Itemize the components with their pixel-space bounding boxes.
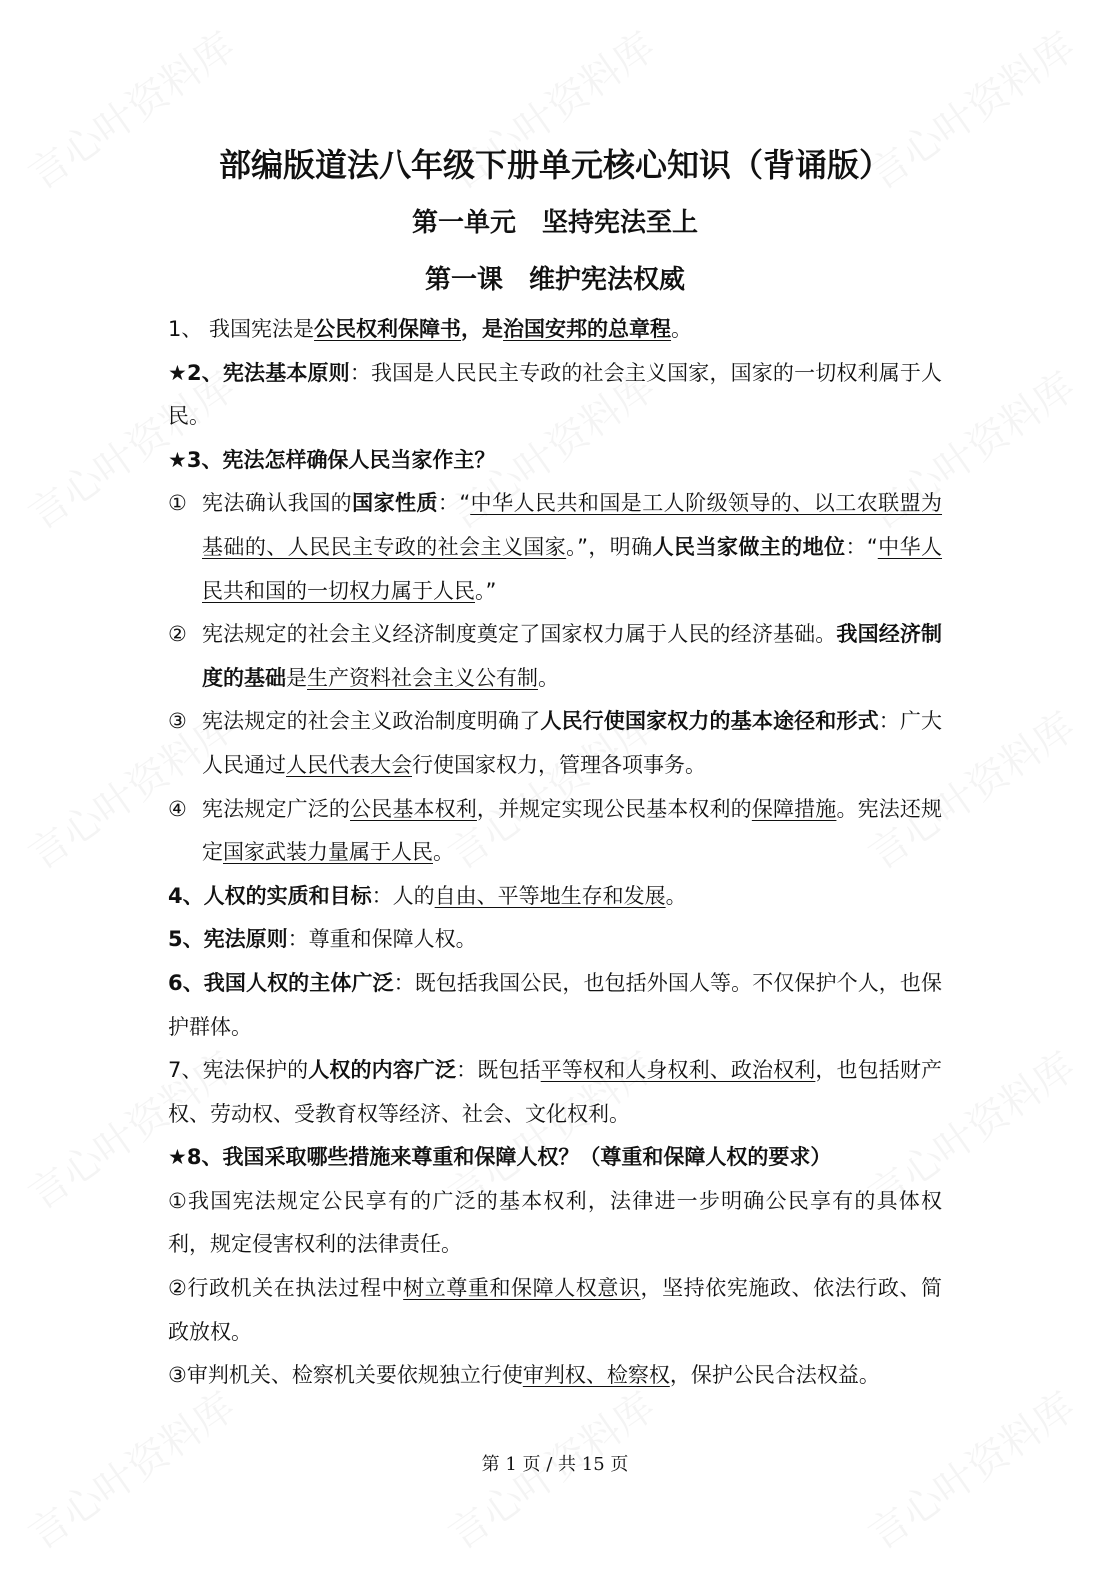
bold-text: ★8、我国采取哪些措施来尊重和保障人权？（尊重和保障人权的要求） [168, 1145, 832, 1170]
document-body [168, 308, 942, 1398]
text-run: ：广大人民通过 [202, 709, 943, 777]
text-run: ①我国宪法规定公民享有的广泛的基本权利，法律进一步明确公民享有的具体权利，规定侵害权利的法律责任。 [168, 1188, 942, 1257]
footer-middle: 页 / 共 [522, 1454, 577, 1475]
text-run: ：我国是人民民主专政的社会主义国家，国家的一切权利属于人民。 [168, 360, 942, 429]
text-run: ，也包括财产权、劳动权、受教育权等经济、社会、文化权利。 [168, 1058, 943, 1126]
text-run: ，保护公民合法权益。 [669, 1363, 880, 1388]
item-number: ④ [168, 796, 187, 821]
key-phrase: 公民基本权利 [350, 796, 477, 821]
item-number: ② [168, 622, 187, 647]
bold-text: ★3、宪法怎样确保人民当家作主？ [168, 447, 496, 472]
paragraph [168, 962, 942, 1049]
current-page: 1 [505, 1454, 517, 1475]
bold-text: 国家性质 [352, 491, 438, 516]
paragraph [168, 875, 942, 919]
text-run: 宪法规定广泛的 [202, 796, 351, 821]
text-run: 7、宪法保护的 [168, 1058, 309, 1083]
footer-suffix: 页 [610, 1454, 629, 1475]
paragraph [168, 1049, 942, 1136]
key-phrase: 保障措施 [751, 796, 837, 821]
text-run: ，并规定实现公民基本权利的 [476, 796, 752, 821]
text-run: 1、 我国宪法是 [168, 317, 315, 341]
key-phrase: 治国安邦的总章程 [503, 317, 672, 341]
bold-text: 5、宪法原则 [168, 927, 288, 952]
document-title: 部编版道法八年级下册单元核心知识（背诵版） [218, 146, 891, 184]
item-number: ① [168, 491, 187, 516]
paragraph [168, 439, 942, 483]
page-footer [0, 1450, 1110, 1476]
paragraph [168, 352, 942, 439]
text-run: 。 [665, 883, 687, 908]
bold-text: ，是 [461, 317, 504, 341]
bold-text: 人民当家做主的地位 [652, 534, 846, 559]
item-number: ③ [168, 709, 187, 734]
bold-text: ★2、宪法基本原则 [168, 360, 350, 385]
paragraph [168, 308, 942, 352]
text-run: 是 [286, 665, 307, 690]
text-run: ：“ [437, 491, 471, 516]
key-phrase: 树立尊重和保障人权意识 [403, 1276, 641, 1301]
paragraph [168, 1354, 942, 1398]
key-phrase: 公民权利保障书 [314, 317, 462, 341]
paragraph [168, 1136, 942, 1180]
key-phrase: 生产资料社会主义公有制 [307, 665, 538, 690]
key-phrase: 国家武装力量属于人民 [223, 840, 433, 865]
key-phrase: 自由、平等地生存和发展 [434, 883, 666, 908]
paragraph [168, 1267, 942, 1354]
text-run: ：人的 [371, 883, 435, 908]
paragraph [168, 613, 942, 700]
lesson-heading: 第一课 维护宪法权威 [424, 265, 685, 295]
text-run: ，坚持依宪施政、依法行政、简政放权。 [168, 1276, 943, 1344]
footer-prefix: 第 [481, 1454, 500, 1475]
bold-text: 4、人权的实质和目标 [168, 883, 372, 908]
bold-text: 人权的内容广泛 [308, 1058, 457, 1083]
text-run: 宪法规定的社会主义政治制度明确了 [202, 709, 541, 734]
unit-heading: 第一单元 坚持宪法至上 [411, 208, 698, 238]
text-run: 。 [433, 840, 454, 865]
text-run: 。”，明确 [566, 534, 653, 559]
text-run: ③审判机关、检察机关要依规独立行使 [168, 1363, 523, 1388]
text-run: ：既包括 [456, 1058, 541, 1083]
paragraph [168, 918, 942, 962]
bold-text: 6、我国人权的主体广泛 [168, 970, 394, 995]
bold-text: 人民行使国家权力的基本途径和形式 [540, 709, 879, 734]
total-pages: 15 [581, 1454, 605, 1475]
paragraph [168, 1180, 942, 1267]
text-run: 宪法确认我国的 [202, 491, 353, 516]
text-run: ：尊重和保障人权。 [287, 927, 477, 952]
text-run: 行使国家权力，管理各项事务。 [412, 752, 706, 777]
text-run: 。 [671, 317, 693, 341]
text-run: 宪法规定的社会主义经济制度奠定了国家权力属于人民的经济基础。 [202, 622, 837, 647]
key-phrase: 中华人民共和国的一切权力属于人民 [202, 534, 943, 603]
text-run: 。” [475, 578, 497, 603]
key-phrase: 审判权、检察权 [522, 1363, 670, 1388]
text-run: ：“ [845, 534, 878, 559]
paragraph [168, 482, 942, 613]
key-phrase: 平等权和人身权利、政治权利 [540, 1058, 816, 1083]
key-phrase: 人民代表大会 [286, 752, 412, 777]
key-phrase: 中华人民共和国是工人阶级领导的、以工农联盟为基础的、人民民主专政的社会主义国家 [202, 491, 943, 559]
text-run: ②行政机关在执法过程中 [168, 1276, 404, 1301]
text-run: ：既包括我国公民，也包括外国人等。不仅保护个人，也保护群体。 [168, 970, 942, 1039]
text-run: 。宪法还规定 [202, 796, 943, 865]
paragraph [168, 788, 942, 875]
text-run: 。 [538, 665, 559, 690]
bold-text: 我国经济制度的基础 [202, 622, 943, 690]
paragraph [168, 700, 942, 787]
